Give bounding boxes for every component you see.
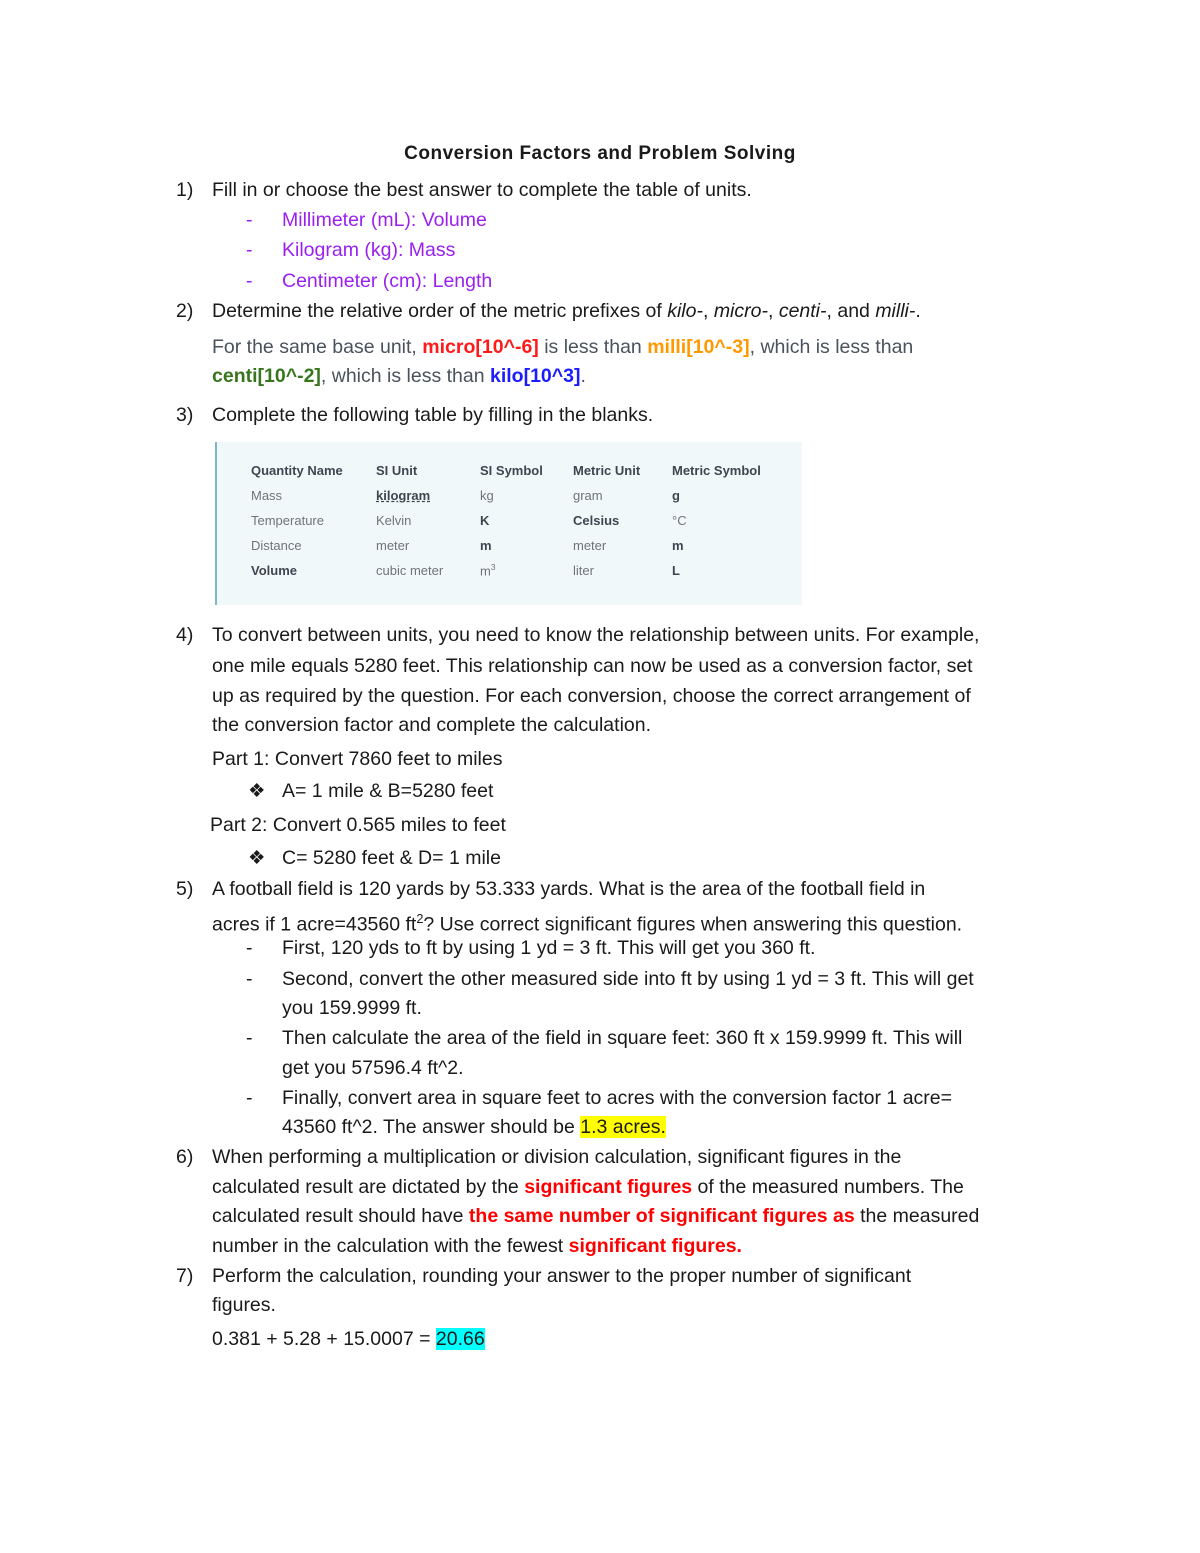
header-cell: Metric Symbol bbox=[672, 463, 761, 478]
header-cell: Quantity Name bbox=[251, 463, 343, 478]
table-row bbox=[251, 558, 761, 583]
q4-part-1: Part 1: Convert 7860 feet to miles bbox=[212, 748, 503, 770]
q1-answer-2: Kilogram (kg): Mass bbox=[282, 239, 456, 261]
q5-step: Then calculate the area of the field in square feet: 360 ft x 159.9999 ft. This will bbox=[282, 1027, 963, 1049]
q6-text: When performing a multiplication or division calculation, significant figures in the bbox=[212, 1146, 902, 1168]
cell: m bbox=[672, 538, 684, 553]
q5-step: you 159.9999 ft. bbox=[282, 997, 422, 1019]
header-cell: SI Unit bbox=[376, 463, 418, 478]
q7-number: 7) bbox=[176, 1265, 194, 1287]
cell: Temperature bbox=[251, 513, 324, 528]
q7-answer-highlight: 20.66 bbox=[435, 1328, 485, 1350]
q5-step: 43560 ft^2. The answer should be 1.3 acres. bbox=[282, 1116, 666, 1138]
table-header-row bbox=[251, 458, 761, 483]
header-cell: Metric Unit bbox=[573, 463, 641, 478]
cell: kilogram bbox=[376, 488, 431, 503]
q1-number: 1) bbox=[176, 179, 194, 201]
q5-step: get you 57596.4 ft^2. bbox=[282, 1057, 464, 1079]
units-table bbox=[215, 442, 802, 605]
q3-number: 3) bbox=[176, 404, 194, 426]
table-row bbox=[251, 533, 761, 558]
q6-text: calculated result are dictated by the significant figures of the measured numbers. The bbox=[212, 1176, 964, 1198]
q5-step: First, 120 yds to ft by using 1 yd = 3 ft. This will get you 360 ft. bbox=[282, 937, 816, 959]
q4-answer-1: A= 1 mile & B=5280 feet bbox=[282, 780, 494, 802]
q3-text: Complete the following table by filling in the blanks. bbox=[212, 404, 654, 426]
q2-answer-line-1: For the same base unit, micro[10^-6] is less than milli[10^-3], which is less than bbox=[212, 336, 914, 358]
q6-text: calculated result should have the same number of significant figures as the measured bbox=[212, 1205, 980, 1227]
q1-answer-3: Centimeter (cm): Length bbox=[282, 270, 493, 292]
cell: Mass bbox=[251, 488, 283, 503]
cell: meter bbox=[573, 538, 607, 553]
cell: Kelvin bbox=[376, 513, 412, 528]
q5-step: Finally, convert area in square feet to acres with the conversion factor 1 acre= bbox=[282, 1087, 953, 1109]
cell: Distance bbox=[251, 538, 302, 553]
q6-number: 6) bbox=[176, 1146, 194, 1168]
q7-text: figures. bbox=[212, 1294, 276, 1316]
q4-text: To convert between units, you need to know the relationship between units. For example, bbox=[212, 624, 980, 646]
cell: kg bbox=[480, 488, 494, 503]
q5-step: Second, convert the other measured side into ft by using 1 yd = 3 ft. This will get bbox=[282, 968, 974, 990]
bullet-dash: - bbox=[246, 209, 253, 231]
q5-number: 5) bbox=[176, 878, 194, 900]
cell: m bbox=[480, 538, 492, 553]
cell: liter bbox=[573, 563, 594, 578]
table-row bbox=[251, 508, 761, 533]
cell: L bbox=[672, 563, 680, 578]
cell: Celsius bbox=[573, 513, 620, 528]
diamond-bullet-icon: ❖ bbox=[248, 847, 266, 869]
bullet-dash: - bbox=[246, 1027, 253, 1049]
q4-part-2: Part 2: Convert 0.565 miles to feet bbox=[210, 814, 506, 836]
page-title: Conversion Factors and Problem Solving bbox=[404, 143, 796, 164]
q7-text: Perform the calculation, rounding your answer to the proper number of significant bbox=[212, 1265, 912, 1287]
cell: g bbox=[672, 488, 680, 503]
q1-answer-1: Millimeter (mL): Volume bbox=[282, 209, 487, 231]
q6-text: number in the calculation with the fewest significant figures. bbox=[212, 1235, 742, 1257]
q4-text: up as required by the question. For each conversion, choose the correct arrangement of bbox=[212, 685, 971, 707]
q5-text: A football field is 120 yards by 53.333 yards. What is the area of the football field in bbox=[212, 878, 926, 900]
cell: meter bbox=[376, 538, 410, 553]
bullet-dash: - bbox=[246, 239, 253, 261]
diamond-bullet-icon: ❖ bbox=[248, 780, 266, 802]
cell: gram bbox=[573, 488, 603, 503]
q1-text: Fill in or choose the best answer to complete the table of units. bbox=[212, 179, 752, 201]
q2-text: Determine the relative order of the metric prefixes of kilo-, micro-, centi-, and milli-. bbox=[212, 300, 921, 322]
q5-text: acres if 1 acre=43560 $ft^2$? Use correct significant figures when answering this question. bbox=[212, 912, 963, 936]
q4-number: 4) bbox=[176, 624, 194, 646]
q2-number: 2) bbox=[176, 300, 194, 322]
cell: °C bbox=[672, 513, 687, 528]
cell: K bbox=[480, 513, 490, 528]
bullet-dash: - bbox=[246, 1087, 253, 1109]
cell: $m^3$ bbox=[480, 562, 496, 579]
table-row bbox=[251, 483, 761, 508]
q4-text: one mile equals 5280 feet. This relationship can now be used as a conversion factor, set bbox=[212, 655, 973, 677]
bullet-dash: - bbox=[246, 968, 253, 990]
q7-calculation: 0.381 + 5.28 + 15.0007 = 20.66 bbox=[212, 1328, 485, 1350]
q2-answer-line-2: centi[10^-2], which is less than kilo[10^3]. bbox=[212, 365, 586, 387]
bullet-dash: - bbox=[246, 937, 253, 959]
q4-answer-2: C= 5280 feet & D= 1 mile bbox=[282, 847, 501, 869]
cell: Volume bbox=[251, 563, 297, 578]
cell: cubic meter bbox=[376, 563, 444, 578]
bullet-dash: - bbox=[246, 270, 253, 292]
q5-answer-highlight: 1.3 acres. bbox=[580, 1116, 666, 1138]
q4-text: the conversion factor and complete the calculation. bbox=[212, 714, 652, 736]
header-cell: SI Symbol bbox=[480, 463, 543, 478]
